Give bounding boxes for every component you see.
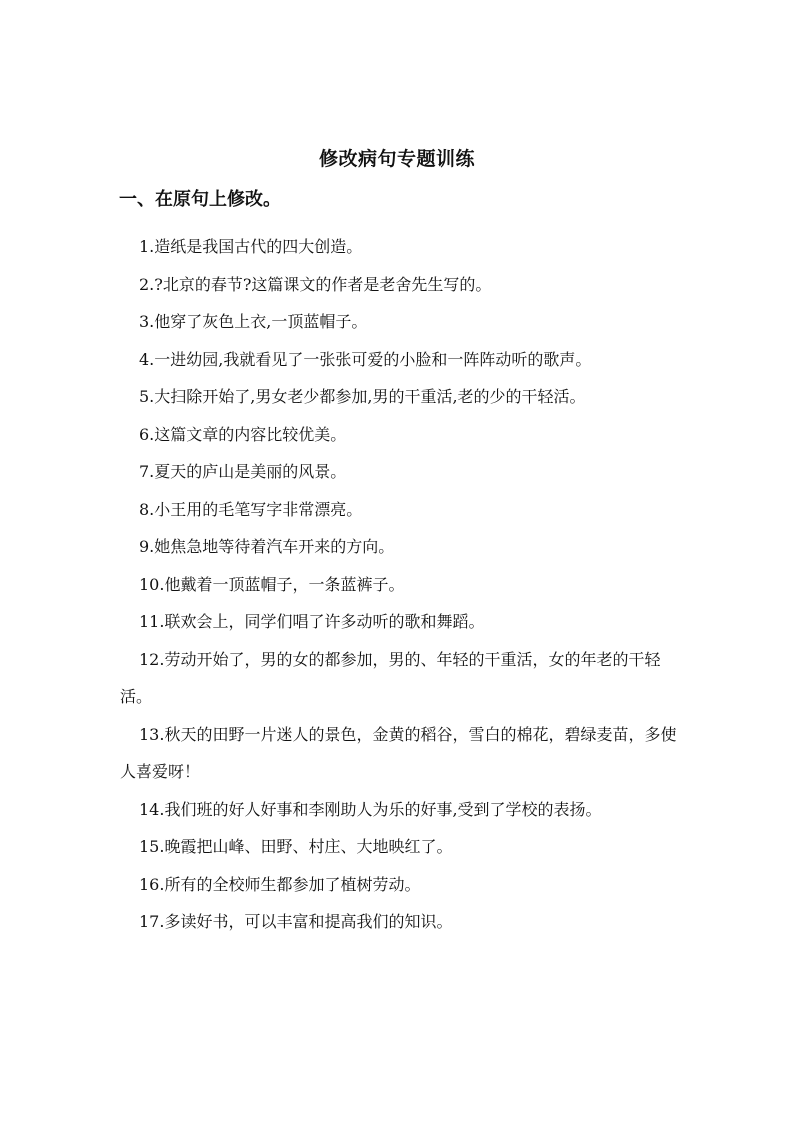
exercise-item-6: 6.这篇文章的内容比较优美。 bbox=[139, 424, 347, 444]
exercise-item-3: 3.他穿了灰色上衣,一顶蓝帽子。 bbox=[139, 312, 368, 331]
exercise-item-10: 10.他戴着一顶蓝帽子，一条蓝裤子。 bbox=[139, 574, 405, 594]
exercise-item-4: 4.一进幼园,我就看见了一张张可爱的小脸和一阵阵动听的歌声。 bbox=[139, 349, 592, 369]
exercise-item-2: 2.?北京的春节?这篇课文的作者是老舍先生写的。 bbox=[139, 274, 492, 294]
exercise-list bbox=[120, 228, 680, 941]
document-title: 修改病句专题训练 bbox=[318, 148, 475, 170]
exercise-item-1: 1.造纸是我国古代的四大创造。 bbox=[139, 237, 363, 256]
exercise-item-8: 8.小王用的毛笔写字非常漂亮。 bbox=[139, 499, 363, 519]
exercise-item-7: 7.夏天的庐山是美丽的风景。 bbox=[139, 462, 347, 481]
exercise-item-12: 12.劳动开始了，男的女的都参加，男的、年轻的干重活，女的年老的干轻活。 bbox=[120, 649, 661, 706]
exercise-item-14: 14.我们班的好人好事和李刚助人为乐的好事,受到了学校的表扬。 bbox=[139, 799, 602, 819]
section-heading: 一、在原句上修改。 bbox=[119, 189, 281, 210]
exercise-item-9: 9.她焦急地等待着汽车开来的方向。 bbox=[139, 537, 395, 556]
exercise-item-15: 15.晚霞把山峰、田野、村庄、大地映红了。 bbox=[139, 837, 453, 856]
exercise-item-11: 11.联欢会上，同学们唱了许多动听的歌和舞蹈。 bbox=[139, 612, 485, 631]
exercise-item-5: 5.大扫除开始了,男女老少都参加,男的干重活,老的少的干轻活。 bbox=[139, 387, 586, 406]
exercise-item-17: 17.多读好书，可以丰富和提高我们的知识。 bbox=[139, 912, 453, 931]
exercise-item-16: 16.所有的全校师生都参加了植树劳动。 bbox=[139, 874, 421, 894]
exercise-item-13: 13.秋天的田野一片迷人的景色，金黄的稻谷，雪白的棉花，碧绿麦苗，多使人喜爱呀！ bbox=[120, 724, 677, 781]
